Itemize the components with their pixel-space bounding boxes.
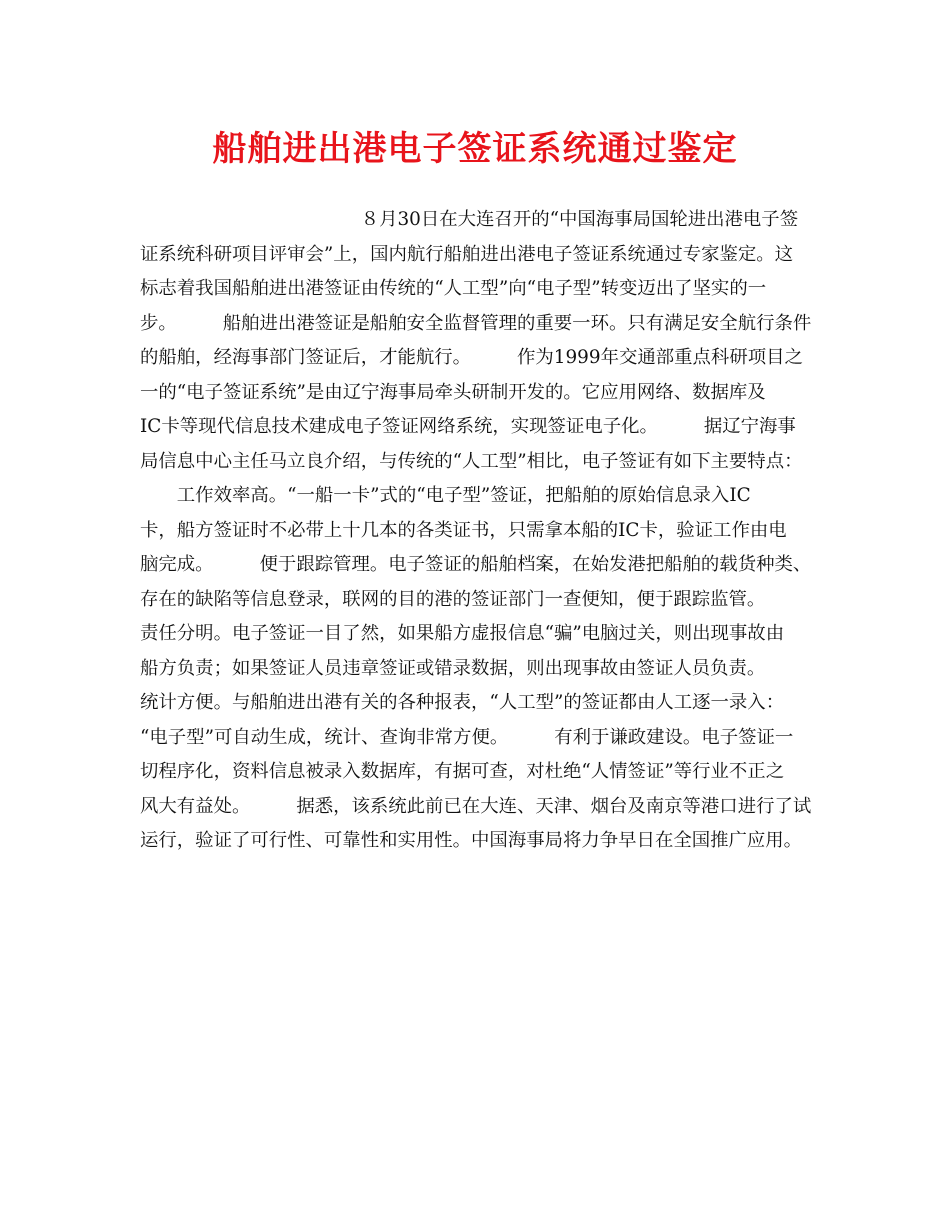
body-line: 证系统科研项目评审会”上，国内航行船舶进出港电子签证系统通过专家鉴定。这 (140, 243, 794, 265)
body-line: 的船舶，经海事部门签证后，才能航行。 作为1999年交通部重点科研项目之 (140, 347, 803, 368)
body-line: 责任分明。电子签证一目了然，如果船方虚报信息“骗”电脑过关，则出现事故由 (140, 623, 785, 644)
body-line: 卡，船方签证时不必带上十几本的各类证书，只需拿本船的IC卡，验证工作由电 (140, 519, 787, 541)
body-line: “电子型”可自动生成，统计、查询非常方便。 有利于谦政建设。电子签证一 (140, 726, 794, 748)
body-line: 切程序化，资料信息被录入数据库，有据可查，对杜绝“人情签证”等行业不正之 (140, 761, 785, 782)
body-line: 一的“电子签证系统”是由辽宁海事局牵头研制开发的。它应用网络、数据库及 (140, 381, 766, 403)
body-line: 工作效率高。“一船一卡”式的“电子型”签证，把船舶的原始信息录入IC (140, 485, 751, 506)
body-line: IC卡等现代信息技术建成电子签证网络系统，实现签证电子化。 据辽宁海事 (140, 416, 796, 437)
body-line: 步。 船舶进出港签证是船舶安全监督管理的重要一环。只有满足安全航行条件 (140, 312, 812, 334)
body-line: ８月30日在大连召开的“中国海事局国轮进出港电子签 (140, 209, 799, 230)
body-line: 统计方便。与船舶进出港有关的各种报表，“人工型”的签证都由人工逐一录入： (140, 692, 785, 713)
body-line: 存在的缺陷等信息登录，联网的目的港的签证部门一查便知，便于跟踪监管。 (140, 588, 766, 610)
article-body (140, 203, 816, 859)
body-line: 风大有益处。 据悉，该系统此前已在大连、天津、烟台及南京等港口进行了试 (140, 795, 812, 817)
body-line: 局信息中心主任马立良介绍，与传统的“人工型”相比，电子签证有如下主要特点： (140, 450, 803, 472)
body-line: 船方负责；如果签证人员违章签证或错录数据，则出现事故由签证人员负责。 (140, 657, 766, 679)
article-title: 船舶进出港电子签证系统通过鉴定 (212, 129, 738, 169)
body-line: 运行，验证了可行性、可靠性和实用性。中国海事局将力争早日在全国推广应用。 (140, 830, 803, 851)
body-line: 标志着我国船舶进出港签证由传统的“人工型”向“电子型”转变迈出了坚实的一 (140, 278, 767, 299)
body-line: 脑完成。 便于跟踪管理。电子签证的船舶档案，在始发港把船舶的载货种类、 (140, 554, 812, 575)
